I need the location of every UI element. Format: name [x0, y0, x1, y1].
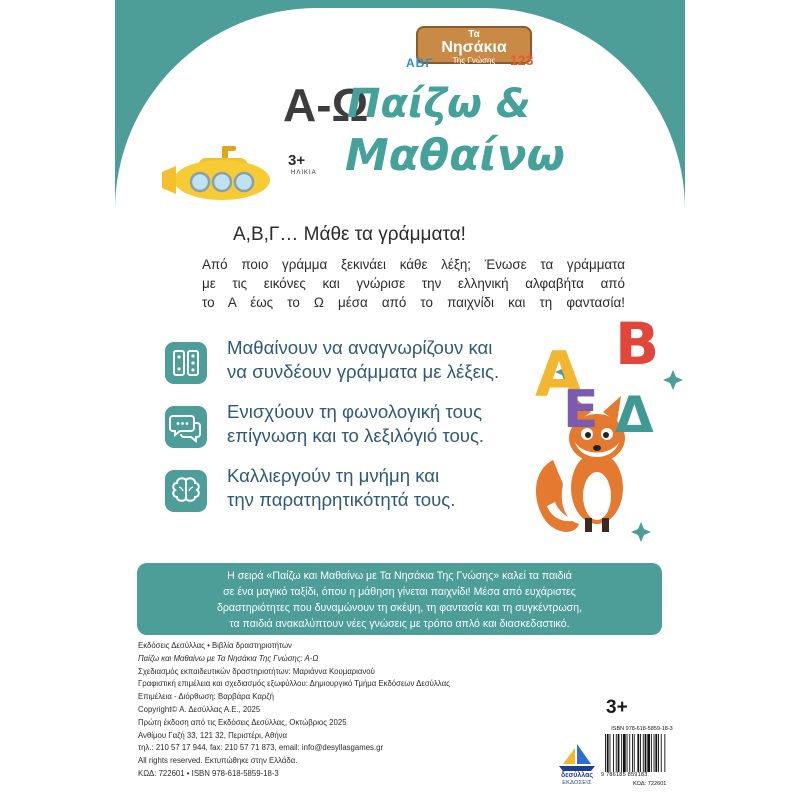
barcode-bars	[605, 734, 681, 772]
barcode-bar	[645, 734, 647, 772]
barcode-bar	[613, 734, 614, 772]
barcode-bar	[655, 734, 657, 772]
age-rating: 3+	[606, 697, 628, 718]
barcode-bar	[651, 734, 652, 772]
logo-line2: Νησάκια	[441, 39, 507, 56]
publisher-logo	[555, 742, 599, 792]
barcode-digits: 9 786185 859183	[601, 772, 648, 778]
logo-letters: ΑΒΓ	[406, 56, 434, 70]
speech-bubbles-icon	[165, 406, 207, 448]
barcode-bar	[627, 734, 628, 772]
benefit-text	[227, 464, 455, 512]
logo-line3: Της Γνώσης	[452, 56, 496, 65]
series-logo	[406, 22, 541, 72]
barcode-bar	[621, 734, 622, 772]
product-code: ΚΩΔ: 722601	[633, 781, 667, 787]
isbn-text: ISBN 978-618-5859-18-3	[611, 726, 673, 732]
barcode-bar	[607, 734, 609, 772]
submarine-icon	[160, 144, 272, 204]
intro-paragraph	[202, 255, 625, 312]
letters-illustration	[525, 310, 685, 550]
benefit-text	[227, 400, 484, 448]
logo-numbers: 123	[510, 52, 534, 68]
benefit-line: να συνδέουν γράμματα με λέξεις.	[227, 361, 500, 382]
barcode-bar	[647, 734, 650, 772]
intro-line: το Α έως το Ω μέσα από το παιχνίδι και τη φαντασία!	[202, 295, 625, 310]
brain-icon	[165, 470, 207, 512]
barcode-bar	[632, 734, 633, 772]
dice-icon	[165, 342, 207, 384]
info-line: τα παιδιά ανακαλύπτουν νέες γνώσεις με τρόπο απλό και διασκεδαστικό.	[229, 618, 570, 630]
sailboat-icon	[555, 742, 599, 772]
benefit-line: Μαθαίνουν να αναγνωρίζουν και	[227, 337, 493, 358]
headline: Α,Β,Γ… Μάθε τα γράμματα!	[233, 224, 466, 245]
info-line: σε ένα μαγικό ταξίδι, όπου η μάθηση γίνεται παιχνίδι! Μέσα από ευχάριστες	[223, 586, 576, 598]
credit-line: Γραφιστική επιμέλεια και σχεδιασμός εξωφύλλου: Δημιουργικό Τμήμα Εκδόσεων Δεσύλλας	[138, 679, 450, 689]
benefit-line: επίγνωση και το λεξιλόγιό τους.	[227, 425, 485, 446]
barcode-bar	[664, 734, 665, 772]
benefit-line: Καλλιεργούν τη μνήμη και	[227, 465, 440, 486]
barcode-bar	[637, 734, 639, 772]
barcode-bar	[643, 734, 644, 772]
benefit-line: την παρατηρητικότητά τους.	[227, 489, 456, 510]
barcode-bar	[605, 734, 606, 772]
benefit-text	[227, 336, 499, 384]
age-badge: 3+	[288, 152, 306, 169]
credit-line: τηλ.: 210 57 17 944, fax: 210 57 71 873, email: info@desyllasgames.gr	[138, 743, 384, 753]
barcode-bar	[661, 734, 662, 772]
benefit-item	[157, 462, 587, 522]
publisher-name: δεσύλλας	[560, 772, 594, 779]
sparkle-icon	[663, 370, 683, 390]
credit-line: Ανθίμου Γαζή 33, 121 32, Περιστέρι, Αθήνα	[138, 730, 288, 740]
barcode-bar	[658, 734, 659, 772]
back-cover	[115, 0, 685, 800]
barcode-bar	[616, 734, 617, 772]
info-line: Η σειρά «Παίζω και Μαθαίνω με Τα Νησάκια Της Γνώσης» καλεί τα παιδιά	[227, 570, 572, 582]
letter-beta: Β	[615, 310, 660, 378]
logo-line1: Τα	[468, 29, 480, 40]
barcode-bar	[634, 734, 635, 772]
barcode-bar	[618, 734, 620, 772]
letter-delta: Δ	[615, 386, 654, 444]
publisher-subtitle: ΕΚΔΟΣΕΙΣ	[562, 780, 592, 786]
credit-line: ΚΩΔ: 722601 • ISBN 978-618-5859-18-3	[138, 768, 279, 778]
barcode-bar	[629, 734, 630, 772]
info-line: δραστηριότητες που δυναμώνουν τη σκέψη, τη φαντασία και τη συγκέντρωση,	[216, 602, 583, 614]
credit-line: Εκδόσεις Δεσύλλας • Βιβλία δραστηριοτήτων	[138, 641, 292, 650]
credit-line: All rights reserved. Εκτυπώθηκε στην Ελλάδα.	[138, 756, 298, 766]
barcode-bar	[654, 734, 655, 772]
credit-line: Επιμέλεια - Διόρθωση: Βαρβάρα Καρζή	[138, 692, 274, 702]
barcode-bar	[610, 734, 611, 772]
letter-epsilon: Ε	[563, 380, 599, 440]
title-learn: Μαθαίνω	[345, 130, 565, 181]
intro-line: Από ποιο γράμμα ξεκινάει κάθε λέξη; Ένωσε τα γράμματα	[202, 257, 625, 272]
age-label: ΗΛΙΚΙΑ	[291, 170, 317, 176]
isbn-barcode	[601, 726, 683, 790]
benefit-item	[157, 334, 587, 394]
title-play: Παίζω &	[347, 81, 531, 127]
barcode-bar	[640, 734, 641, 772]
credit-line: Σχεδιασμός εκπαιδευτικών δραστηριοτήτων: Μαριάννα Κουμαριανού	[138, 666, 375, 676]
credit-line: Παίζω και Μαθαίνω με Τα Νησάκια Της Γνώσης: Α-Ω	[138, 653, 319, 663]
credits-block	[138, 640, 558, 781]
benefit-line: Ενισχύουν τη φωνολογική τους	[227, 401, 483, 422]
benefit-item	[157, 398, 587, 458]
credit-line: Πρώτη έκδοση από τις Εκδόσεις Δεσύλλας, Οκτώβριος 2025	[138, 717, 347, 727]
letter-alpha: Α	[535, 338, 583, 411]
sparkle-icon	[631, 522, 651, 542]
series-info-box	[137, 563, 662, 635]
intro-line: με τις εικόνες και γνώρισε την ελληνική αλφαβήτα από	[202, 276, 625, 291]
barcode-bar	[623, 734, 626, 772]
title-alpha-omega: Α-Ω	[283, 79, 369, 131]
credit-line: Copyright© Α. Δεσύλλας Α.Ε., 2025	[138, 704, 261, 714]
